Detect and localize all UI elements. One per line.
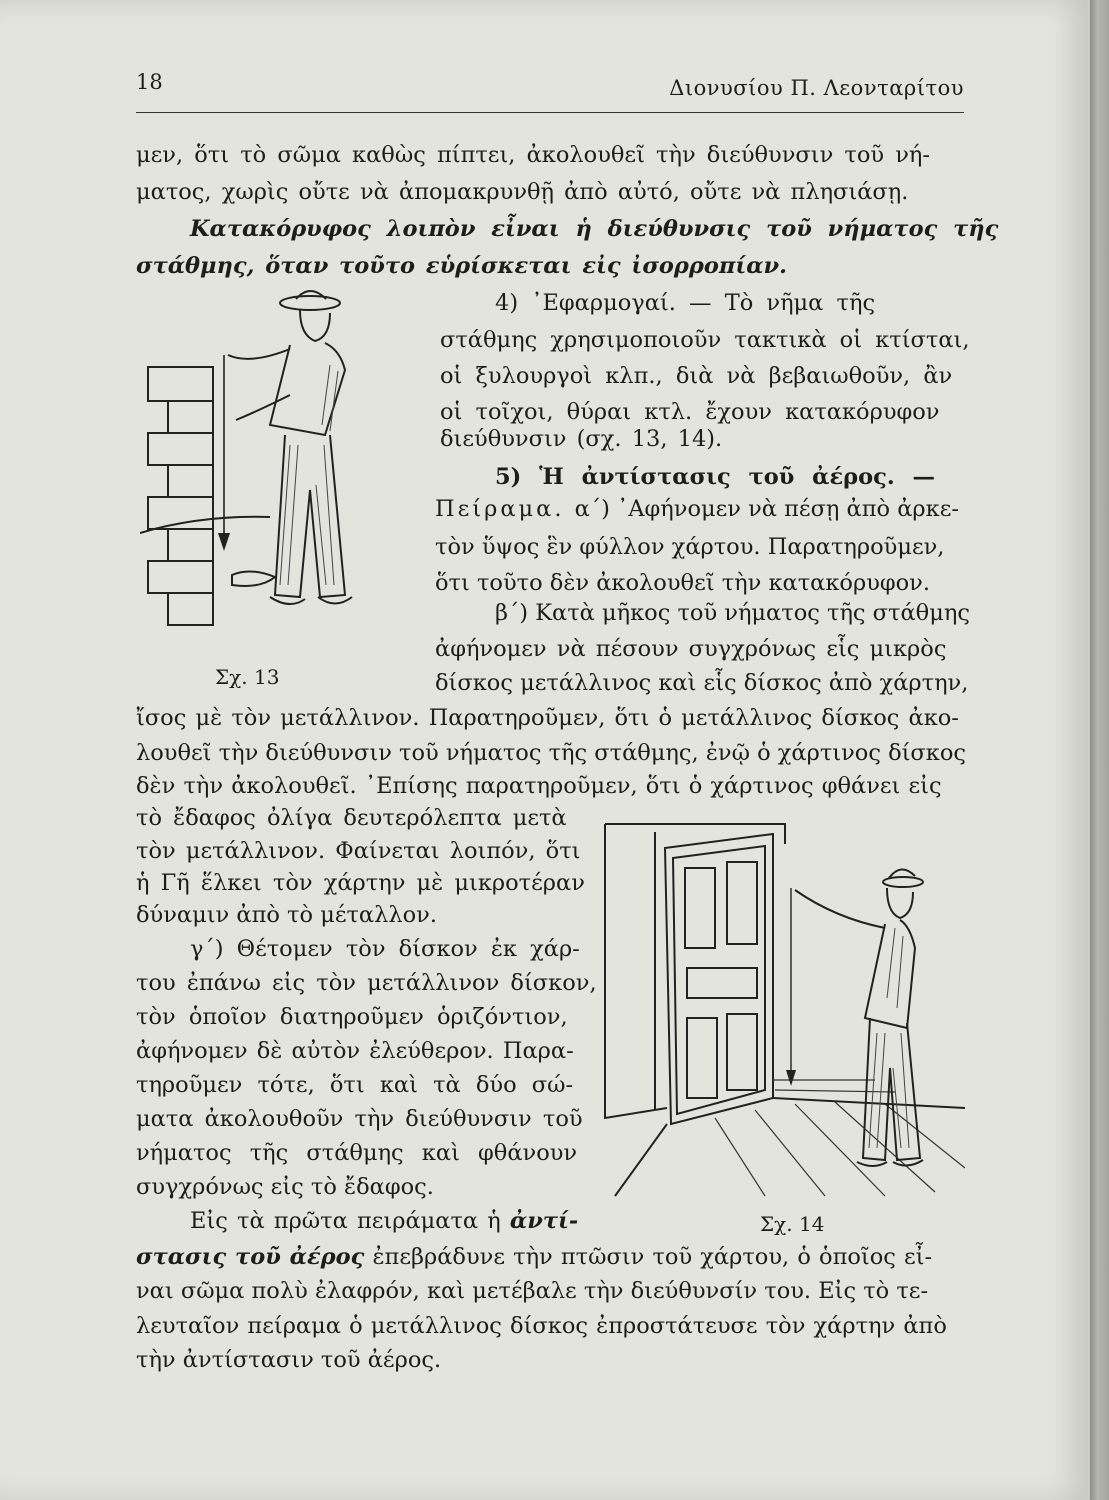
page-header <box>136 66 964 106</box>
text-line: ἀφήνομεν νὰ πέσουν συγχρόνως εἷς μικρὸς <box>435 636 947 662</box>
text-line: οἱ ξυλουργοὶ κλπ., διὰ νὰ βεβαιωθοῦν, ἂν <box>440 363 953 389</box>
text-line: ὅτι τοῦτο δὲν ἀκολουθεῖ τὴν κατακόρυφον. <box>435 570 930 596</box>
text-line: στάθμης χρησιμοποιοῦν τακτικὰ οἱ κτίσται, <box>440 327 970 353</box>
subsection-title: 5) Ἡ ἀντίστασις τοῦ ἀέρος. — <box>495 464 936 490</box>
text-line: β΄) Κατὰ μῆκος τοῦ νήματος τῆς στάθμης <box>495 600 970 626</box>
text-line: τὸ ἔδαφος ὀλίγα δευτερόλεπτα μετὰ <box>136 805 567 831</box>
text-line: συγχρόνως εἰς τὸ ἔδαφος. <box>136 1174 434 1200</box>
text-fragment: Τὸ νῆμα τῆς <box>724 290 876 316</box>
text-line: μεν, ὅτι τὸ σῶμα καθὼς πίπτει, ἀκολουθεῖ τὴν διεύθυνσιν τοῦ νή- <box>136 142 931 168</box>
text-line: δὲν τὴν ἀκολουθεῖ. ᾽Επίσης παρατηροῦμεν, ὅτι ὁ χάρτινος φθάνει εἰς <box>136 773 942 799</box>
text-line: διεύθυνσιν (σχ. 13, 14). <box>440 426 723 452</box>
text-fragment: ἐπεβράδυνε τὴν πτῶσιν τοῦ χάρτου, ὁ ὁποῖος εἶ- <box>364 1244 933 1270</box>
text-line: ἡ Γῆ ἕλκει τὸν χάρτην μὲ μικροτέραν <box>136 870 585 896</box>
text-line: Κατακόρυφος λοιπὸν εἶναι ἡ διεύθυνσις τοῦ νήματος τῆς <box>190 216 999 242</box>
text-line: στάθμης, ὅταν τοῦτο εὑρίσκεται εἰς ἰσορροπίαν. <box>136 253 787 279</box>
text-line: λευταῖον πείραμα ὁ μετάλλινος δίσκος ἐπροστάτευσε τὸν χάρτην ἀπὸ <box>136 1313 947 1339</box>
text-line: λουθεῖ τὴν διεύθυνσιν τοῦ νήματος τῆς στάθμης, ἐνῷ ὁ χάρτινος δίσκος <box>136 740 967 766</box>
text-line: τηροῦμεν τότε, ὅτι καὶ τὰ δύο σώ- <box>136 1072 574 1098</box>
text-line: τὸν ὕψος ἓν φύλλον χάρτου. Παρατηροῦμεν, <box>435 534 945 560</box>
figure-13-caption: Σχ. 13 <box>215 665 280 689</box>
text-line: γ΄) Θέτομεν τὸν δίσκον ἐκ χάρ- <box>190 936 580 962</box>
text-fragment: α΄) ᾽Αφήνομεν νὰ πέσῃ ἀπὸ ἀρκε- <box>574 496 959 522</box>
header-rule <box>136 112 964 113</box>
subsection-title: 4) ᾽Εφαρμογαί. — <box>495 290 725 316</box>
text-line: νήματος τῆς στάθμης καὶ φθάνουν <box>136 1140 578 1166</box>
text-line: τὴν ἀντίστασιν τοῦ ἀέρος. <box>136 1347 442 1373</box>
text-line <box>435 494 959 524</box>
text-line: ἴσος μὲ τὸν μετάλλινον. Παρατηροῦμεν, ὅτι ὁ μετάλλινος δίσκος ἀκο- <box>136 705 959 731</box>
text-line <box>495 288 875 318</box>
running-head: Διονυσίου Π. Λεονταρίτου <box>669 76 964 100</box>
text-line: οἱ τοῖχοι, θύραι κτλ. ἔχουν κατακόρυφον <box>440 399 940 425</box>
text-line <box>136 1242 932 1272</box>
text-line: ματα ἀκολουθοῦν τὴν διεύθυνσιν τοῦ <box>136 1106 583 1132</box>
text-line: τὸν μετάλλινον. Φαίνεται λοιπόν, ὅτι <box>136 838 581 864</box>
text-line: ἀφήνομεν δὲ αὐτὸν ἐλεύθερον. Παρα- <box>136 1038 574 1064</box>
text-line: δύναμιν ἀπὸ τὸ μέταλλον. <box>136 902 438 928</box>
text-line: τὸν ὁποῖον διατηροῦμεν ὁριζόντιον, <box>136 1004 568 1030</box>
book-spine-edge <box>1090 0 1109 1500</box>
page-number: 18 <box>136 70 163 94</box>
emphasis: στασις τοῦ ἀέρος <box>136 1244 365 1270</box>
text-fragment: Εἰς τὰ πρῶτα πειράματα ἡ <box>190 1208 510 1234</box>
text-line: ναι σῶμα πολὺ ἐλαφρόν, καὶ μετέβαλε τὴν διεύθυνσίν του. Εἰς τὸ τε- <box>136 1278 929 1304</box>
text-line: δίσκος μετάλλινος καὶ εἷς δίσκος ἀπὸ χάρτην, <box>435 670 969 696</box>
figure-14-caption: Σχ. 14 <box>760 1212 825 1236</box>
figure-13-mason-plumb-line <box>140 285 380 655</box>
text-line: ματος, χωρὶς οὔτε νὰ ἀπομακρυνθῇ ἀπὸ αὐτό, οὔτε νὰ πλησιάσῃ. <box>136 179 909 205</box>
experiment-label: Πείραμα. <box>435 496 575 522</box>
figure-14-carpenter-door <box>595 818 965 1198</box>
emphasis: ἀντί- <box>509 1208 579 1234</box>
text-line <box>190 1206 578 1236</box>
text-line: του ἐπάνω εἰς τὸν μετάλλινον δίσκον, <box>136 970 597 996</box>
